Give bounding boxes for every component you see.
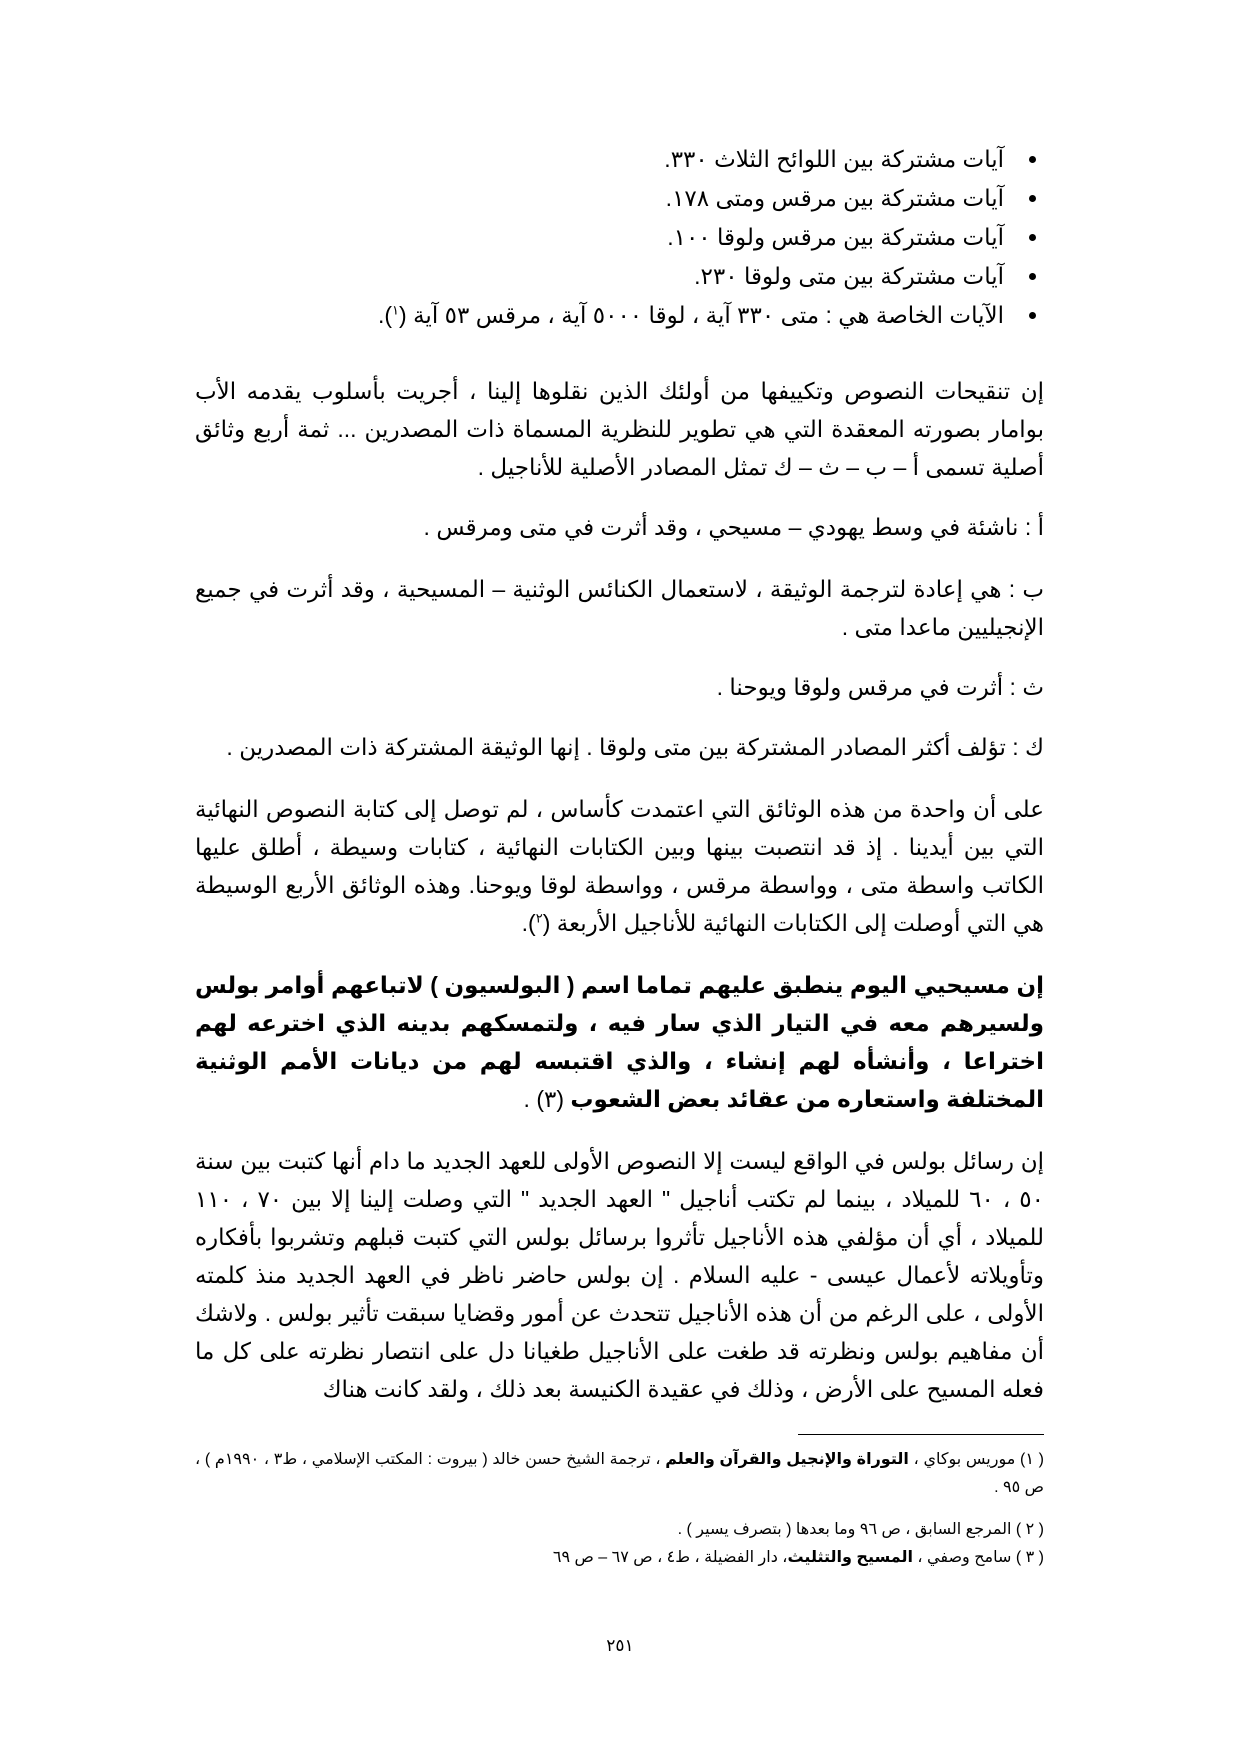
bullet-text: الآيات الخاصة هي : متى ٣٣٠ آية ، لوقا ٥٠٠٠ آية ، مرقس ٥٣ آية ( bbox=[399, 302, 1004, 328]
page-number: ٢٥١ bbox=[606, 1636, 634, 1655]
footnote-number: ( ١) bbox=[1015, 1451, 1044, 1468]
paragraph-text-end: ). bbox=[521, 910, 536, 936]
paragraph-text: على أن واحدة من هذه الوثائق التي اعتمدت كأساس ، لم توصل إلى كتابة النصوص النهائية التي بين أيدينا . إذ قد انتصبت بينها وبين الكتابات النهائية ، كتابات وسيطة ، أطلق عليها الكاتب واسطة متى ، وواسطة مرقس ، وواسطة لوقا ويوحنا. وهذه الوثائق الأربع الوسيطة هي التي أوصلت إلى الكتابات النهائية للأناجيل الأربعة ( bbox=[195, 796, 1044, 936]
bold-paragraph bbox=[195, 966, 1044, 1118]
footnote-author: موريس بوكاي ، bbox=[908, 1451, 1016, 1468]
paragraph-source-th: ث : أثرت في مرقس ولوقا ويوحنا . bbox=[716, 674, 1044, 700]
footnote-details: ، ترجمة الشيخ حسن خالد ( بيروت : المكتب الإسلامي ، ط٣ ، ١٩٩٠م ) ، ص ٩٥ . bbox=[195, 1451, 1044, 1496]
footnote-ref[interactable]: ٢ bbox=[535, 910, 543, 926]
bullet-item: آيات مشتركة بين مرقس ومتى ١٧٨. bbox=[284, 179, 1044, 218]
footnote-divider bbox=[798, 1434, 1044, 1435]
paragraph: إن تنقيحات النصوص وتكييفها من أولئك الذين نقلوها إلينا ، أجريت بأسلوب يقدمه الأب بوامار بصورته المعقدة التي هي تطوير للنظرية المسماة ذات المصدرين ... ثمة أربع وثائق أصلية تسمى أ – ب – ث – ك تمثل المصادر الأصلية للأناجيل . bbox=[195, 378, 1044, 480]
bullet-text-end: ). bbox=[377, 302, 393, 328]
footnote: ( ٢ ) المرجع السابق ، ص ٩٦ وما بعدها ( بتصرف يسير ) . bbox=[677, 1521, 1044, 1538]
bullet-item: آيات مشتركة بين متى ولوقا ٢٣٠. bbox=[284, 257, 1044, 296]
footnote-ref[interactable]: ١ bbox=[392, 302, 400, 318]
footnote-ref-inline[interactable]: (٣) . bbox=[523, 1086, 571, 1112]
bullet-item: آيات مشتركة بين مرقس ولوقا ١٠٠. bbox=[284, 218, 1044, 257]
footnote bbox=[195, 1544, 1044, 1572]
paragraph bbox=[195, 790, 1044, 942]
bullet-item bbox=[284, 296, 1044, 335]
bullet-list bbox=[284, 140, 1044, 335]
footnote bbox=[195, 1446, 1044, 1502]
footnote-title: المسيح والتثليث bbox=[787, 1549, 913, 1566]
paragraph-source-k: ك : تؤلف أكثر المصادر المشتركة بين متى ولوقا . إنها الوثيقة المشتركة ذات المصدرين . bbox=[226, 734, 1044, 760]
bullet-item: آيات مشتركة بين اللوائح الثلاث ٣٣٠. bbox=[284, 140, 1044, 179]
footnote-details: ، دار الفضيلة ، ط٤ ، ص ٦٧ – ص ٦٩ bbox=[552, 1549, 788, 1566]
footnote-author: ( ٣ ) سامح وصفي ، bbox=[912, 1549, 1044, 1566]
paragraph-source-b: ب : هي إعادة لترجمة الوثيقة ، لاستعمال الكنائس الوثنية – المسيحية ، وقد أثرت في جميع الإنجيليين ماعدا متى . bbox=[195, 576, 1044, 640]
paragraph: إن رسائل بولس في الواقع ليست إلا النصوص الأولى للعهد الجديد ما دام أنها كتبت بين سنة ٥٠ ، ٦٠ للميلاد ، بينما لم تكتب أناجيل " العهد الجديد " التي وصلت إلينا إلا بين ٧٠ ، ١١٠ للميلاد ، أي أن مؤلفي هذه الأناجيل تأثروا برسائل بولس التي كتبت قبلهم وتشربوا بأفكاره وتأويلاته لأعمال عيسى - عليه السلام . إن بولس حاضر ناظر في العهد الجديد منذ كلمته الأولى ، على الرغم من أن هذه الأناجيل تتحدث عن أمور وقضايا سبقت تأثير بولس . ولاشك أن مفاهيم بولس ونظرته قد طغت على الأناجيل طغيانا دل على انتصار نظرته على كل ما فعله المسيح على الأرض ، وذلك في عقيدة الكنيسة بعد ذلك ، ولقد كانت هناك bbox=[195, 1148, 1044, 1402]
paragraph-source-a: أ : ناشئة في وسط يهودي – مسيحي ، وقد أثرت في متى ومرقس . bbox=[423, 514, 1044, 540]
bold-text: إن مسيحيي اليوم ينطبق عليهم تماما اسم ( البولسيون ) لاتباعهم أوامر بولس ولسيرهم معه في التيار الذي سار فيه ، ولتمسكهم بدينه الذي اخترعه لهم اختراعا ، وأنشأه لهم إنشاء ، والذي اقتبسه لهم من ديانات الأمم الوثنية المختلفة واستعاره من عقائد بعض الشعوب bbox=[195, 972, 1044, 1112]
footnote-title: التوراة والإنجيل والقرآن والعلم bbox=[665, 1451, 909, 1468]
